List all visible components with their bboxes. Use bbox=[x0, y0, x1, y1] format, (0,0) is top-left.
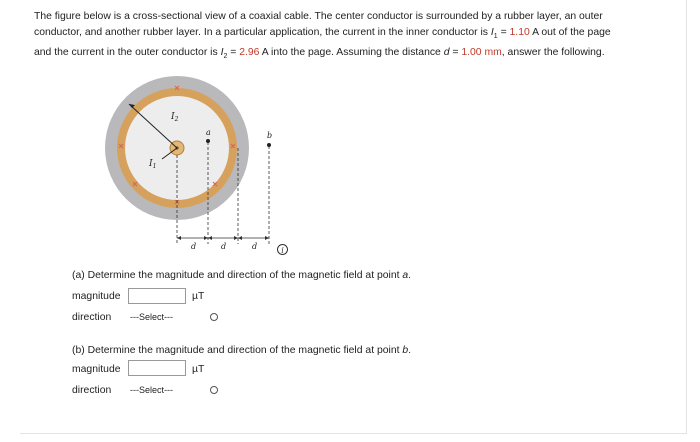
label-d-2: d bbox=[221, 242, 227, 251]
part-b-direction-label: direction bbox=[72, 385, 112, 396]
problem-line-2: conductor, and another rubber layer. In a particular application, the current in the inner conductor is $I_1 = 1.10$ A out of the page bbox=[34, 27, 611, 41]
part-a-direction-select[interactable] bbox=[130, 310, 218, 325]
point-b bbox=[267, 143, 271, 147]
d-value: 1.00 mm bbox=[461, 47, 502, 59]
part-a-title: (a) Determine the magnitude and direction of the magnetic field at point a. bbox=[72, 270, 412, 281]
label-d-1: d bbox=[191, 242, 197, 251]
problem-statement bbox=[34, 9, 679, 65]
part-a-unit: µT bbox=[192, 291, 205, 302]
point-a bbox=[206, 139, 210, 143]
part-a-direction-label: direction bbox=[72, 312, 112, 323]
problem-line-1: The figure below is a cross-sectional view of a coaxial cable. The center conductor is surrounded by a rubber layer, an outer bbox=[34, 11, 603, 22]
part-b-direction-value: ---Select--- bbox=[130, 385, 173, 395]
part-a-magnitude-label: magnitude bbox=[72, 291, 121, 302]
label-b: b bbox=[267, 131, 273, 140]
label-i2: $I_2$ bbox=[171, 112, 179, 123]
problem-line-3: and the current in the outer conductor is $I_2 = 2.96$ A into the page. Assuming the distance d = 1.00 mm, answer the following. bbox=[34, 47, 605, 61]
label-a: a bbox=[206, 128, 211, 137]
part-b-direction-select[interactable] bbox=[130, 383, 218, 398]
i1-value: 1.10 bbox=[509, 27, 530, 38]
part-b-title: (b) Determine the magnitude and direction of the magnetic field at point b. bbox=[72, 345, 412, 356]
info-icon[interactable]: i bbox=[277, 244, 288, 255]
chevron-updown-icon bbox=[210, 313, 218, 321]
coaxial-cable-figure bbox=[105, 62, 295, 252]
part-b-unit: µT bbox=[192, 364, 205, 375]
part-a-magnitude-input[interactable] bbox=[128, 288, 186, 304]
chevron-updown-icon bbox=[210, 386, 218, 394]
label-i1: $I_1$ bbox=[149, 159, 157, 170]
part-b-magnitude-input[interactable] bbox=[128, 360, 186, 376]
part-a-direction-value: ---Select--- bbox=[130, 312, 173, 322]
label-d-3: d bbox=[252, 242, 258, 251]
part-b-magnitude-label: magnitude bbox=[72, 364, 121, 375]
i2-value: 2.96 bbox=[239, 47, 260, 59]
